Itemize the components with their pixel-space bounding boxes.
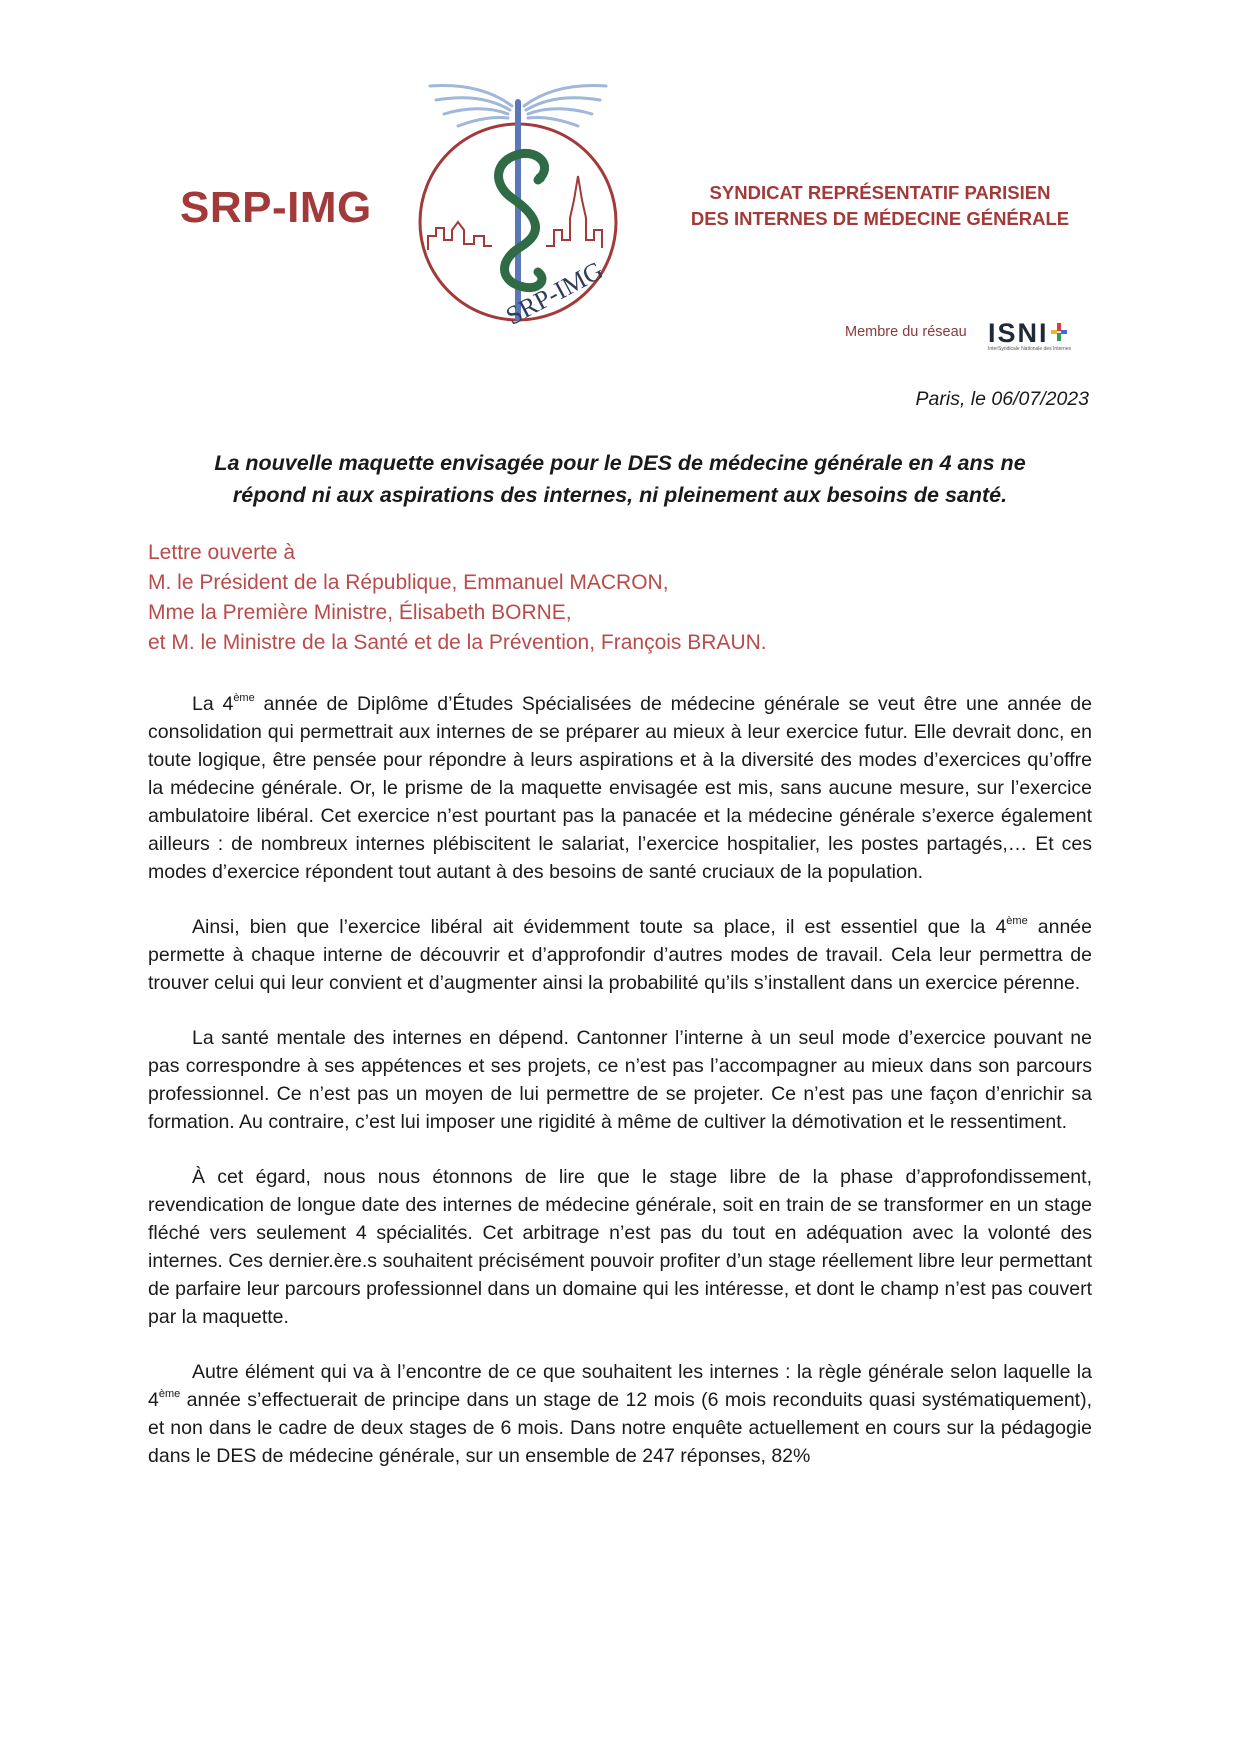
plus-icon [1051,323,1067,341]
recipients-list [148,538,767,658]
org-short-name: SRP-IMG [180,183,372,232]
paragraph-2-rest: année permette à chaque interne de découvrir et d’approfondir d’autres modes de travail. Cela leur permettra de trouver celui qui leur convient et d’augmenter ainsi la probabilité qu’ils s’installent dans un exercice pérenne. [148,916,1092,994]
paragraph-4: À cet égard, nous nous étonnons de lire que le stage libre de la phase d’approfondissement, revendication de longue date des internes de médecine générale, soit en train de se transformer en un stage fléché vers seulement 4 spécialités. Cet arbitrage n’est pas du tout en adéquation avec la volonté des internes. Ces dernier.ère.s souhaitent précisément pouvoir profiter d’un stage réellement libre leur permettant de parfaire leur parcours professionnel dans un domaine qui les intéresse, et dont le champ n’est pas couvert par la maquette. [148,1166,1092,1328]
paragraph-3: La santé mentale des internes en dépend. Cantonner l’interne à un seul mode d’exercice pouvant ne pas correspondre à ses appétences et ses projets, ce n’est pas l’accompagner au mieux dans son parcours professionnel. Ce n’est pas un moyen de lui permettre de se projeter. Ce n’est pas une façon d’enrichir sa formation. Au contraire, c’est lui imposer une rigidité à même de cultiver la démotivation et le ressentiment. [148,1027,1092,1133]
headline-line-1: La nouvelle maquette envisagée pour le DES de médecine générale en 4 ans ne [214,451,1026,475]
paragraph-2-start: Ainsi, bien que l’exercice libéral ait évidemment toute sa place, il est essentiel que la 4 [192,916,1007,938]
org-full-name-line1: SYNDICAT REPRÉSENTATIF PARISIEN [709,182,1051,203]
paragraph-1 [148,690,1092,886]
isni-logo [988,318,1071,354]
logo-ring-text: SRP-IMG [501,255,608,331]
superscript: ème [233,692,255,704]
paragraph-5-rest: année s’effectuerait de principe dans un stage de 12 mois (6 mois reconduits quasi systématiquement), et non dans le cadre de deux stages de 6 mois. Dans notre enquête actuellement en cours sur la pédagogie dans le DES de médecine générale, sur un ensemble de 247 réponses, 82% [148,1389,1092,1467]
letter-headline [148,447,1092,511]
letter-date: Paris, le 06/07/2023 [915,388,1089,410]
paragraph-1-start: La 4 [192,693,234,715]
isni-logo-text: ISNI [988,318,1049,348]
org-full-name-line2: DES INTERNES DE MÉDECINE GÉNÉRALE [690,208,1070,229]
recipient-line: Mme la Première Ministre, Élisabeth BORNE, [148,601,572,624]
paragraph-1-rest: année de Diplôme d’Études Spécialisées de médecine générale se veut être une année de consolidation qui permettrait aux internes de se préparer au mieux à leur exercice futur. Elle devrait donc, en toute logique, être pensée pour répondre à leurs aspirations et à la diversité des modes d’exercices qu’offre la médecine générale. Or, le prisme de la maquette envisagée est mis, sans aucune mesure, sur l’exercice ambulatoire libéral. Cet exercice n’est pourtant pas la panacée et la médecine générale s’exerce également ailleurs : de nombreux internes plébiscitent le salariat, l’exercice hospitalier, les postes partagés,… Et ces modes d’exercice répondent tout autant à des besoins de santé cruciaux de la population. [148,693,1092,883]
paragraph-5 [148,1358,1092,1470]
headline-line-2: répond ni aux aspirations des internes, ni pleinement aux besoins de santé. [232,483,1008,507]
superscript: ème [1006,915,1028,927]
recipient-line: Lettre ouverte à [148,541,296,564]
snake-icon [499,153,545,287]
paragraph-2 [148,913,1092,997]
member-label: Membre du réseau [845,324,967,340]
isni-logo-subtext: InterSyndicale Nationale des Internes [988,346,1072,352]
paragraph-5-start: Autre élément qui va à l’encontre de ce que souhaitent les internes : la règle générale selon laquelle la 4 [148,1361,1092,1411]
caduceus-logo [388,80,648,350]
letter-body [148,690,1092,1497]
superscript: ème [158,1388,181,1400]
recipient-line: et M. le Ministre de la Santé et de la Prévention, François BRAUN. [148,631,767,654]
recipient-line: M. le Président de la République, Emmanuel MACRON, [148,571,669,594]
org-full-name [660,180,1100,232]
